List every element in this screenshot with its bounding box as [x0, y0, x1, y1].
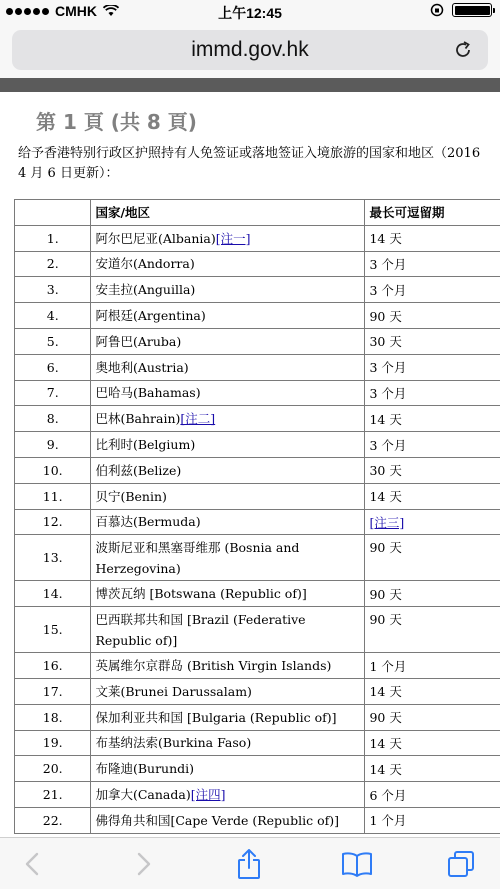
- page-header-band: [0, 78, 500, 92]
- row-max-stay: 30 天: [365, 457, 500, 483]
- table-row: [15, 483, 500, 509]
- row-number: 1.: [15, 225, 91, 251]
- row-country: 英属维尔京群岛 (British Virgin Islands): [91, 653, 365, 679]
- table-row: [15, 782, 500, 808]
- row-number: 3.: [15, 277, 91, 303]
- row-country: [91, 225, 365, 251]
- browser-address-area: [0, 22, 500, 78]
- share-icon[interactable]: [234, 848, 264, 880]
- row-max-stay: 1 个月: [365, 653, 500, 679]
- table-row: [15, 432, 500, 458]
- row-country: 巴哈马(Bahamas): [91, 380, 365, 406]
- row-max-stay: 3 个月: [365, 251, 500, 277]
- row-number: 14.: [15, 581, 91, 607]
- intro-line-1: 给予香港特别行政区护照持有人免签证或落地签证入境旅游的国家和地区（2016: [18, 146, 481, 161]
- row-max-stay: 14 天: [365, 225, 500, 251]
- table-row: [15, 380, 500, 406]
- page-title: 第 1 頁 (共 8 頁): [36, 110, 197, 134]
- row-country: 保加利亚共和国 [Bulgaria (Republic of)]: [91, 704, 365, 730]
- row-max-stay: 14 天: [365, 756, 500, 782]
- row-country: 百慕达(Bermuda): [91, 509, 365, 535]
- table-row: [15, 509, 500, 535]
- table-row: [15, 535, 500, 581]
- table-row: [15, 354, 500, 380]
- row-number: 15.: [15, 607, 91, 653]
- row-country: 文莱(Brunei Darussalam): [91, 678, 365, 704]
- status-bar: [0, 0, 500, 22]
- row-max-stay: [365, 509, 500, 535]
- row-country: 阿根廷(Argentina): [91, 303, 365, 329]
- row-country: 巴西联邦共和国 [Brazil (Federative Republic of)]: [91, 607, 365, 653]
- row-number: 7.: [15, 380, 91, 406]
- header-number: [15, 200, 91, 226]
- carrier-name: CMHK: [55, 3, 97, 19]
- row-max-stay: 90 天: [365, 607, 500, 653]
- row-number: 12.: [15, 509, 91, 535]
- row-country: 博茨瓦纳 [Botswana (Republic of)]: [91, 581, 365, 607]
- row-country: 安圭拉(Anguilla): [91, 277, 365, 303]
- row-country: 贝宁(Benin): [91, 483, 365, 509]
- row-country: 佛得角共和国[Cape Verde (Republic of)]: [91, 807, 365, 833]
- row-max-stay: 14 天: [365, 730, 500, 756]
- clock: 上午12:45: [218, 5, 282, 21]
- table-header-row: [15, 200, 500, 226]
- note-link[interactable]: [注二]: [180, 411, 216, 427]
- row-max-stay: 3 个月: [365, 277, 500, 303]
- table-row: [15, 581, 500, 607]
- row-number: 6.: [15, 354, 91, 380]
- row-max-stay: 90 天: [365, 535, 500, 581]
- row-max-stay: 30 天: [365, 328, 500, 354]
- row-country: 阿鲁巴(Aruba): [91, 328, 365, 354]
- table-row: [15, 730, 500, 756]
- row-country: 伯利兹(Belize): [91, 457, 365, 483]
- row-country: 布基纳法索(Burkina Faso): [91, 730, 365, 756]
- row-country: 波斯尼亚和黑塞哥维那 (Bosnia and Herzegovina): [91, 535, 365, 581]
- row-number: 16.: [15, 653, 91, 679]
- note-link[interactable]: [注一]: [215, 230, 251, 246]
- row-number: 5.: [15, 328, 91, 354]
- row-number: 4.: [15, 303, 91, 329]
- orientation-lock-icon: [430, 3, 444, 17]
- url-domain: immd.gov.hk: [191, 38, 309, 61]
- row-max-stay: 1 个月: [365, 807, 500, 833]
- row-number: 11.: [15, 483, 91, 509]
- row-number: 20.: [15, 756, 91, 782]
- battery-icon: [452, 3, 492, 17]
- row-country: [91, 406, 365, 432]
- row-max-stay: 14 天: [365, 678, 500, 704]
- table-row: [15, 678, 500, 704]
- browser-toolbar: [0, 837, 500, 889]
- chevron-left-icon[interactable]: [18, 848, 48, 880]
- row-number: 21.: [15, 782, 91, 808]
- row-number: 9.: [15, 432, 91, 458]
- table-row: [15, 277, 500, 303]
- tabs-icon[interactable]: [446, 848, 476, 880]
- row-country: 比利时(Belgium): [91, 432, 365, 458]
- row-number: 22.: [15, 807, 91, 833]
- table-row: [15, 607, 500, 653]
- header-max-stay: 最长可逗留期: [365, 200, 500, 226]
- country-name: 加拿大(Canada): [95, 787, 191, 803]
- row-number: 17.: [15, 678, 91, 704]
- country-name: 阿尔巴尼亚(Albania): [95, 230, 216, 246]
- table-row: [15, 251, 500, 277]
- table-row: [15, 704, 500, 730]
- table-row: [15, 303, 500, 329]
- table-row: [15, 328, 500, 354]
- row-number: 8.: [15, 406, 91, 432]
- country-name: 巴林(Bahrain): [95, 411, 181, 427]
- row-number: 2.: [15, 251, 91, 277]
- row-number: 10.: [15, 457, 91, 483]
- row-max-stay: 90 天: [365, 704, 500, 730]
- reload-icon[interactable]: [452, 39, 474, 61]
- table-row: [15, 457, 500, 483]
- table-row: [15, 756, 500, 782]
- row-number: 19.: [15, 730, 91, 756]
- row-max-stay: 3 个月: [365, 380, 500, 406]
- row-country: 奥地利(Austria): [91, 354, 365, 380]
- chevron-right-icon[interactable]: [128, 848, 158, 880]
- table-row: [15, 406, 500, 432]
- row-max-stay: 90 天: [365, 581, 500, 607]
- table-row: [15, 807, 500, 833]
- table-row: [15, 225, 500, 251]
- table-row: [15, 653, 500, 679]
- row-number: 18.: [15, 704, 91, 730]
- row-country: 布隆迪(Burundi): [91, 756, 365, 782]
- address-bar[interactable]: [12, 30, 488, 70]
- row-max-stay: 14 天: [365, 483, 500, 509]
- page-content: [0, 92, 500, 837]
- row-country: 安道尔(Andorra): [91, 251, 365, 277]
- row-max-stay: 14 天: [365, 406, 500, 432]
- row-number: 13.: [15, 535, 91, 581]
- intro-line-2: 4 月 6 日更新）：: [18, 166, 119, 181]
- visa-free-table: [14, 199, 500, 834]
- row-max-stay: 6 个月: [365, 782, 500, 808]
- note-link[interactable]: [注三]: [369, 514, 405, 530]
- header-country: 国家/地区: [91, 200, 365, 226]
- note-link[interactable]: [注四]: [190, 787, 226, 803]
- row-country: [91, 782, 365, 808]
- row-max-stay: 90 天: [365, 303, 500, 329]
- row-max-stay: 3 个月: [365, 432, 500, 458]
- intro-text: [18, 144, 500, 184]
- book-icon[interactable]: [340, 848, 374, 880]
- row-max-stay: 3 个月: [365, 354, 500, 380]
